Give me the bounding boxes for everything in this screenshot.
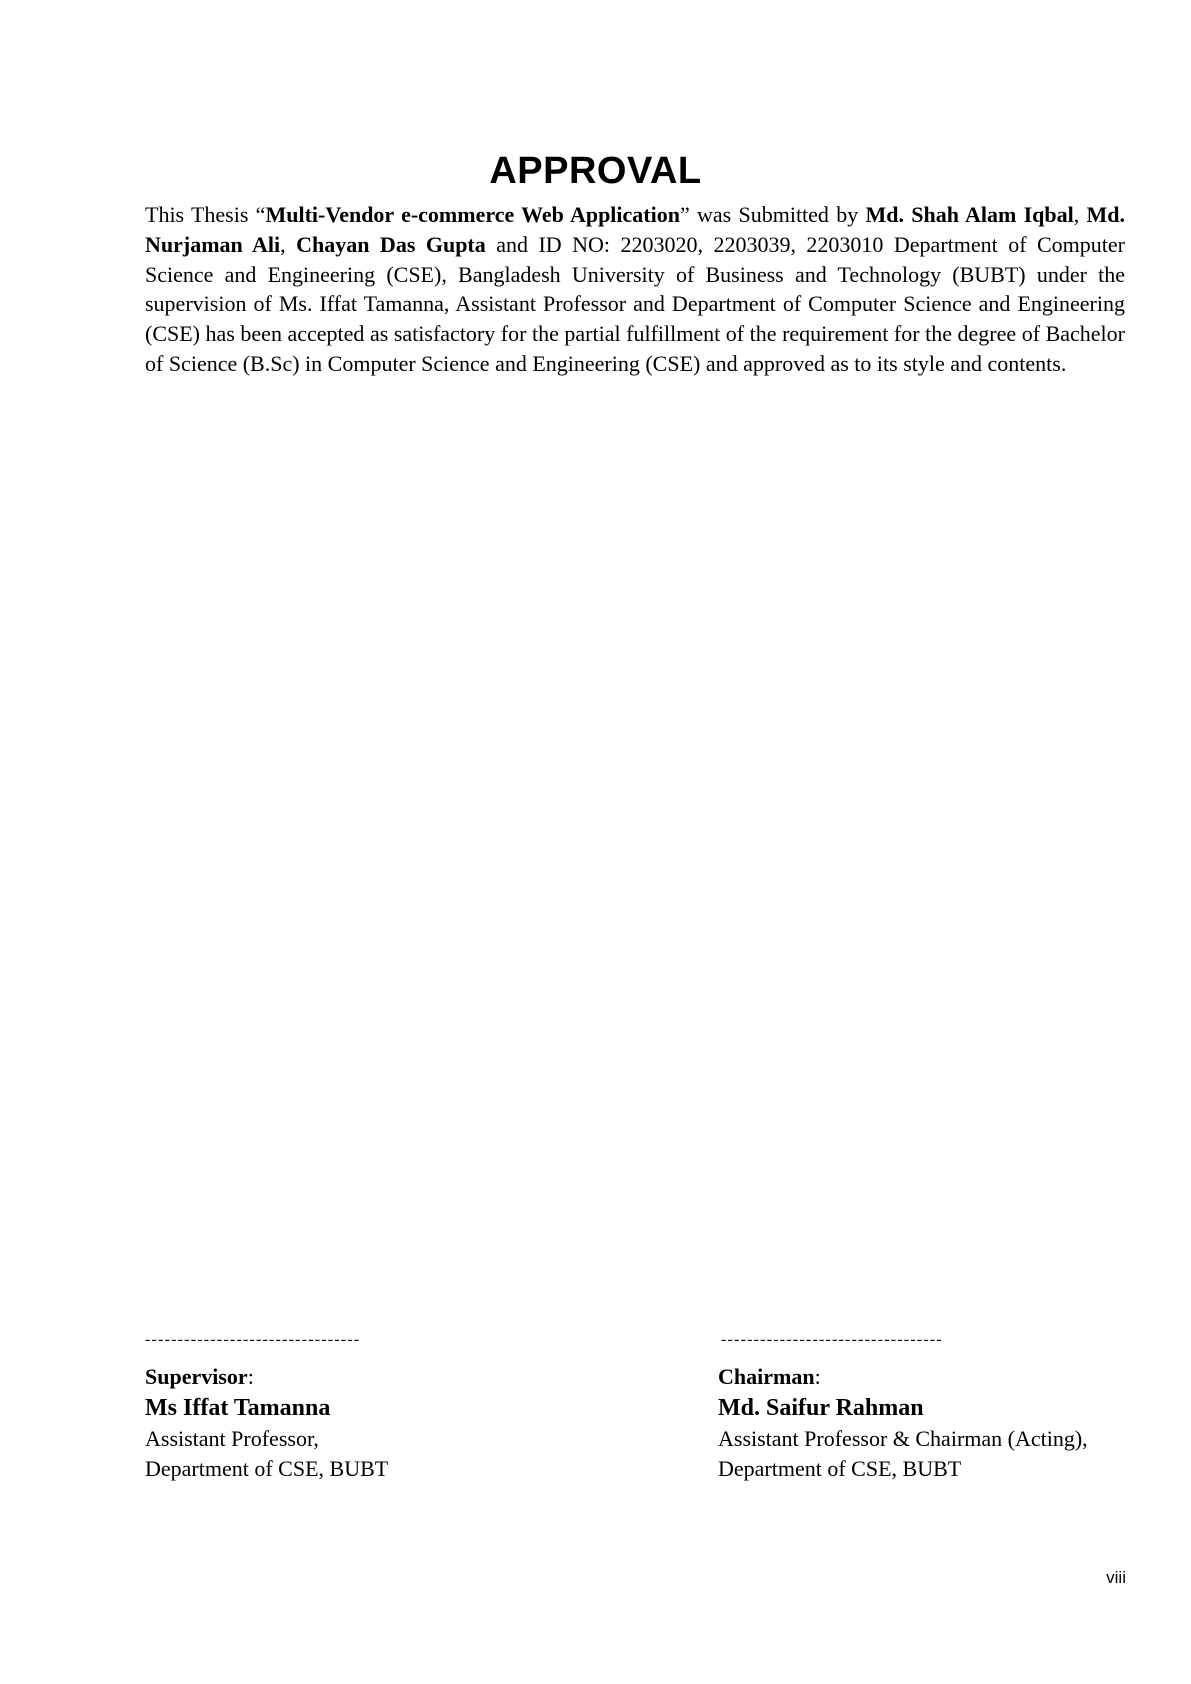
text-segment: and ID NO: 2203020, 2203039, 2203010 Department of Computer Science and Engineering (CSE), Bangladesh University of Business and Technology (BUBT) under the supervision of Ms. Iffat Tamanna, Assistant Professor and Department of Computer Science and Engineering (CSE) has been accepted as satisfactory for the partial fulfillment of the requirement for the degree of Bachelor of Science (B.Sc) in Computer Science and Engineering (CSE) and approved as to its style and contents. (145, 231, 1125, 376)
text-segment: , (1073, 202, 1087, 227)
supervisor-designation: Assistant Professor, (145, 1426, 319, 1451)
text-segment: This Thesis “ (145, 202, 266, 227)
text-segment: , (280, 231, 297, 257)
page-title: APPROVAL (489, 150, 702, 192)
chairman-role (718, 1362, 1158, 1392)
role-colon: : (814, 1364, 821, 1389)
chairman-signature-block (718, 1330, 1158, 1484)
author-name: Md. Nurjaman Ali (145, 202, 1125, 257)
signature-line: ---------------------------------- (721, 1331, 943, 1348)
thesis-title: Multi-Vendor e-commerce Web Application (265, 202, 680, 227)
role-colon: : (247, 1364, 254, 1389)
page-number: viii (1106, 1568, 1126, 1587)
supervisor-department: Department of CSE, BUBT (145, 1456, 389, 1481)
chairman-department: Department of CSE, BUBT (718, 1456, 962, 1481)
approval-paragraph (145, 200, 1125, 379)
supervisor-name: Ms Iffat Tamanna (145, 1395, 331, 1421)
chairman-designation: Assistant Professor & Chairman (Acting), (718, 1426, 1088, 1451)
role-label: Supervisor (145, 1364, 248, 1389)
supervisor-signature-block (145, 1330, 645, 1484)
chairman-name: Md. Saifur Rahman (718, 1395, 924, 1421)
supervisor-role (145, 1362, 645, 1392)
author-name: Chayan Das Gupta (296, 231, 486, 257)
role-label: Chairman (718, 1364, 815, 1389)
author-name: Md. Shah Alam Iqbal (865, 202, 1074, 227)
signature-line: --------------------------------- (145, 1331, 361, 1348)
text-segment: ” was Submitted by (679, 202, 866, 227)
